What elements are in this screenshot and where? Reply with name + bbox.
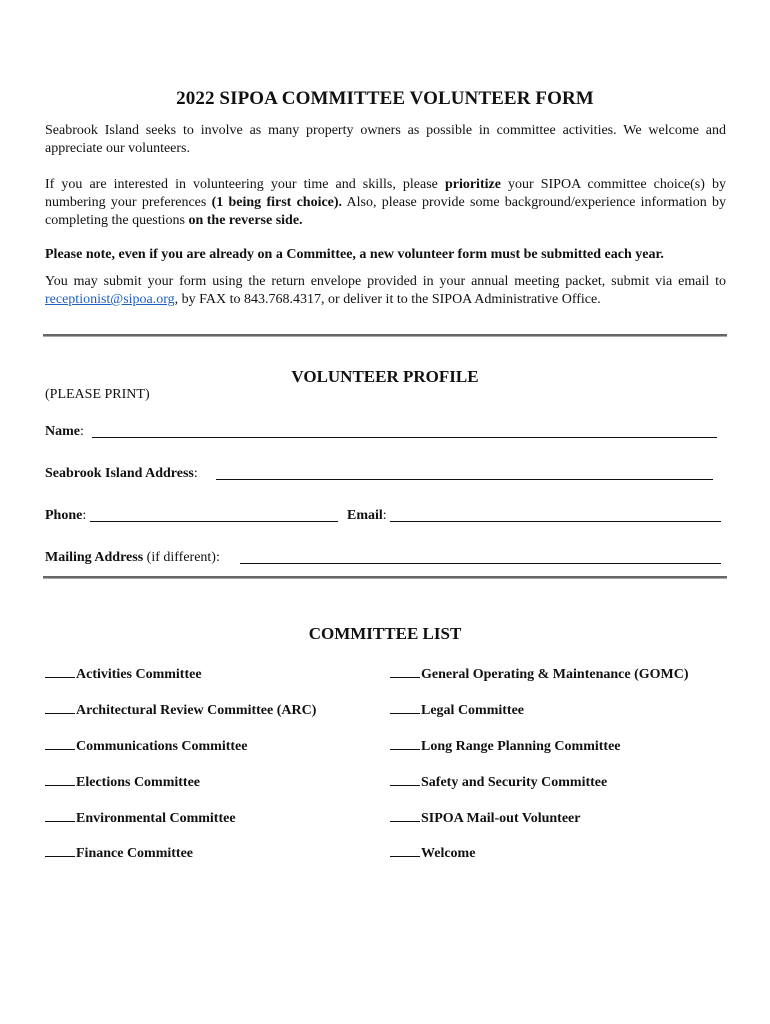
committee-item[interactable] [390, 844, 475, 862]
committee-label: General Operating & Maintenance (GOMC) [421, 667, 689, 682]
committee-label: Legal Committee [421, 703, 525, 718]
intro-text: , by FAX to 843.768.4317, or deliver it to the SIPOA Administrative Office. [174, 292, 601, 307]
intro-emphasis-prioritize: prioritize [444, 177, 501, 192]
committee-item[interactable] [390, 665, 689, 683]
intro-text: Also, please provide some background/experience information by completing the questions [45, 195, 727, 228]
ranking-blank[interactable] [45, 701, 75, 714]
mailing-note: (if different): [143, 550, 220, 565]
name-label: Name [45, 424, 80, 439]
ranking-blank[interactable] [390, 701, 420, 714]
ranking-blank[interactable] [390, 737, 420, 750]
intro-notice: Please note, even if you are already on a Committee, a new volunteer form must be submitted each year. [45, 247, 664, 262]
intro-paragraph-4 [45, 273, 726, 309]
colon: : [82, 508, 87, 523]
intro-text: If you are interested in volunteering your time and skills, please [45, 177, 445, 192]
colon: : [80, 424, 84, 439]
form-title: 2022 SIPOA COMMITTEE VOLUNTEER FORM [176, 88, 594, 109]
ranking-blank[interactable] [390, 844, 420, 857]
committee-item[interactable] [390, 737, 621, 755]
committee-item[interactable] [45, 665, 202, 683]
please-print-note: (PLEASE PRINT) [45, 387, 150, 402]
ranking-blank[interactable] [45, 737, 75, 750]
committee-list-heading: COMMITTEE LIST [308, 624, 462, 643]
colon: : [382, 508, 387, 523]
intro-text: You may submit your form using the return envelope provided in your annual meeting packet, submit via email to [45, 274, 726, 289]
committee-label: SIPOA Mail-out Volunteer [421, 811, 581, 826]
committee-label: Elections Committee [76, 775, 201, 790]
phone-label: Phone [45, 508, 83, 523]
colon: : [193, 466, 198, 481]
committee-item[interactable] [45, 737, 247, 755]
committee-label: Environmental Committee [76, 811, 236, 826]
email-field[interactable] [390, 521, 721, 522]
committee-label: Safety and Security Committee [421, 775, 608, 790]
committee-label: Finance Committee [76, 846, 194, 861]
phone-field[interactable] [90, 521, 338, 522]
ranking-blank[interactable] [45, 773, 75, 786]
intro-text: your SIPOA committee choice(s) by numbering your preferences [45, 177, 726, 210]
committee-item[interactable] [45, 773, 200, 791]
ranking-blank[interactable] [390, 773, 420, 786]
email-label: Email [347, 508, 383, 523]
intro-paragraph-1: Seabrook Island seeks to involve as many property owners as possible in committee activities. We welcome and appreciate our volunteers. [45, 123, 726, 156]
intro-paragraph-2 [45, 176, 726, 230]
committee-label: Welcome [421, 846, 476, 861]
mailing-field[interactable] [240, 563, 721, 564]
intro-emphasis-first-choice: (1 being first choice). [211, 195, 343, 210]
ranking-blank[interactable] [45, 665, 75, 678]
committee-item[interactable] [390, 809, 580, 827]
name-row [45, 424, 84, 440]
committee-label: Long Range Planning Committee [421, 739, 621, 754]
intro-emphasis-reverse-side: on the reverse side. [188, 213, 303, 228]
section-divider [43, 334, 727, 337]
committee-item[interactable] [45, 844, 193, 862]
ranking-blank[interactable] [390, 665, 420, 678]
address-field[interactable] [216, 479, 713, 480]
name-field[interactable] [92, 437, 717, 438]
ranking-blank[interactable] [45, 844, 75, 857]
committee-item[interactable] [390, 701, 524, 719]
committee-label: Activities Committee [76, 667, 202, 682]
ranking-blank[interactable] [45, 809, 75, 822]
volunteer-profile-heading: VOLUNTEER PROFILE [291, 367, 479, 386]
committee-label: Communications Committee [76, 739, 248, 754]
committee-item[interactable] [45, 701, 316, 719]
address-label: Seabrook Island Address [45, 466, 194, 481]
email-row [347, 508, 387, 524]
committee-item[interactable] [45, 809, 236, 827]
section-divider [43, 576, 727, 579]
ranking-blank[interactable] [390, 809, 420, 822]
mailing-label: Mailing Address [45, 550, 144, 565]
committee-item[interactable] [390, 773, 607, 791]
address-row [45, 466, 198, 482]
phone-row [45, 508, 86, 524]
email-link[interactable]: receptionist@sipoa.org [45, 292, 175, 307]
committee-label: Architectural Review Committee (ARC) [76, 703, 317, 718]
mailing-row [45, 550, 220, 566]
